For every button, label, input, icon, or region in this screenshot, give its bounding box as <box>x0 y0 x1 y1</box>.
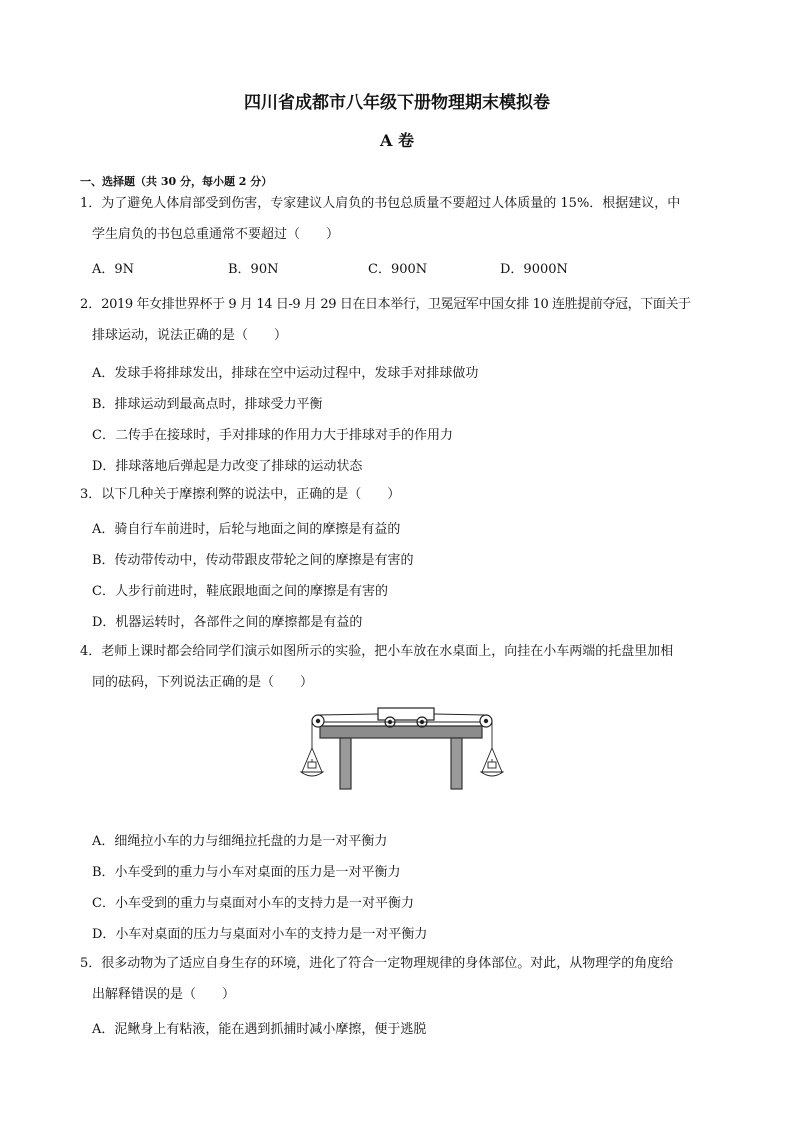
question-text: 老师上课时都会给同学们演示如图所示的实验，把小车放在水桌面上，向挂在小车两端的托盘里加相 <box>101 644 674 659</box>
question-text-cont: 同的砝码，下列说法正确的是（ ） <box>92 675 314 690</box>
question-5-option-a: A．泥鳅身上有粘液，能在遇到抓捕时减小摩擦，便于逃脱 <box>92 1022 427 1037</box>
table-top <box>320 726 482 738</box>
option-d: D．9000N <box>500 262 568 277</box>
question-1 <box>80 188 720 250</box>
question-number: 4． <box>80 644 102 659</box>
question-4-option-d: D．小车对桌面的压力与桌面对小车的支持力是一对平衡力 <box>92 927 428 942</box>
question-text-cont: 出解释错误的是（ ） <box>92 987 236 1002</box>
question-4 <box>80 636 720 698</box>
question-text: 以下几种关于摩擦利弊的说法中，正确的是（ ） <box>101 487 401 502</box>
question-3 <box>80 479 720 510</box>
question-2-option-b: B．排球运动到最高点时，排球受力平衡 <box>92 397 323 412</box>
question-1-options <box>92 258 712 282</box>
table <box>320 726 482 789</box>
table-leg-left <box>340 738 351 789</box>
question-text-cont: 排球运动，说法正确的是（ ） <box>92 328 288 343</box>
question-3-option-d: D．机器运转时，各部件之间的摩擦都是有益的 <box>92 615 363 630</box>
question-4-option-c: C．小车受到的重力与桌面对小车的支持力是一对平衡力 <box>92 896 414 911</box>
question-3-option-b: B．传动带传动中，传动带跟皮带轮之间的摩擦是有害的 <box>92 553 414 568</box>
option-a: A．9N <box>92 262 135 277</box>
question-number: 5． <box>80 956 102 971</box>
question-number: 2． <box>80 297 102 312</box>
table-leg-right <box>451 738 462 789</box>
option-b: B．90N <box>228 262 279 277</box>
question-number: 3． <box>80 487 102 502</box>
experiment-figure <box>298 700 504 790</box>
question-2-option-c: C．二传手在接球时，手对排球的作用力大于排球对手的作用力 <box>92 428 453 443</box>
question-3-option-c: C．人步行前进时，鞋底跟地面之间的摩擦是有害的 <box>92 584 388 599</box>
weight-pan-right <box>481 721 503 776</box>
page-title: 四川省成都市八年级下册物理期末模拟卷 <box>244 93 550 113</box>
question-text-cont: 学生肩负的书包总重通常不要超过（ ） <box>92 227 340 242</box>
question-text: 很多动物为了适应自身生存的环境，进化了符合一定物理规律的身体部位。对此，从物理学的角度给 <box>101 956 674 971</box>
question-2-option-a: A．发球手将排球发出，排球在空中运动过程中，发球手对排球做功 <box>92 366 479 381</box>
question-3-option-a: A．骑自行车前进时，后轮与地面之间的摩擦是有益的 <box>92 522 401 537</box>
question-number: 1． <box>80 196 102 211</box>
question-2 <box>80 289 720 351</box>
option-c: C．900N <box>368 262 428 277</box>
question-4-option-b: B．小车受到的重力与小车对桌面的压力是一对平衡力 <box>92 865 401 880</box>
page-subtitle: A 卷 <box>380 131 414 150</box>
question-4-option-a: A．细绳拉小车的力与细绳拉托盘的力是一对平衡力 <box>92 834 388 849</box>
question-text: 为了避免人体肩部受到伤害，专家建议人肩负的书包总质量不要超过人体质量的 15%．根据建议，中 <box>101 196 681 211</box>
question-text: 2019 年女排世界杯于 9 月 14 日-9 月 29 日在日本举行，卫冕冠军中国女排 10 连胜提前夺冠，下面关于 <box>101 297 691 312</box>
section-heading: 一、选择题（共 30 分，每小题 2 分） <box>80 175 273 188</box>
question-5 <box>80 948 720 1010</box>
cart <box>378 708 434 727</box>
question-2-option-d: D．排球落地后弹起是力改变了排球的运动状态 <box>92 459 363 474</box>
